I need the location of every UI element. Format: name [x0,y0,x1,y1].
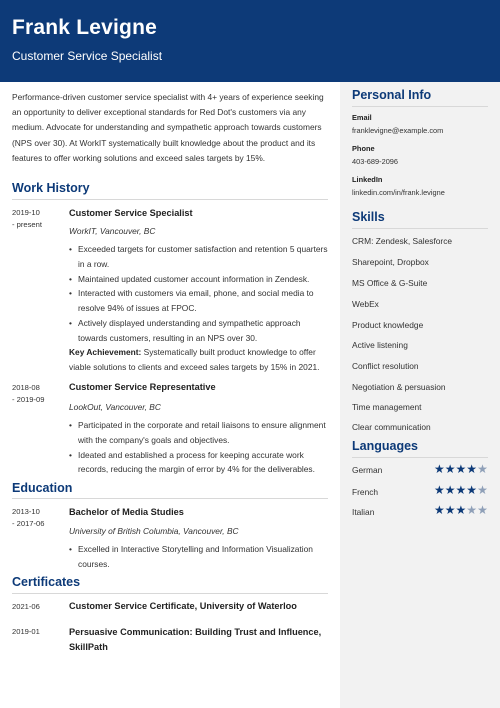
phone-value[interactable]: 403-689-2096 [352,157,399,166]
candidate-name: Frank Levigne [12,16,157,39]
education-1-date-start: 2013-10 [12,507,40,516]
languages-divider [352,457,488,458]
star-icon: ★ [477,503,488,517]
list-item: • Interacted with customers via email, phone, and social media to resolve 94% of issues at FPOC. [69,286,331,316]
linkedin-label: LinkedIn [352,175,383,184]
job-1-org: WorkIT, Vancouver, BC [69,226,156,236]
star-icon: ★ [477,462,488,476]
education-1-bullets [69,542,331,572]
languages-heading: Languages [352,439,418,453]
star-icon: ★ [466,503,478,517]
job-1-date-start: 2019-10 [12,208,40,217]
main-column [12,90,330,166]
job-1-title: Customer Service Specialist [69,208,193,218]
linkedin-value[interactable]: linkedin.com/in/frank.levigne [352,188,445,197]
star-icon: ★ [466,462,478,476]
list-item: • Actively displayed understanding and sympathetic approach towards customers, resulting in an NPS over 30. [69,316,331,346]
key-achievement-label: Key Achievement: [69,347,142,357]
list-item: • Exceeded targets for customer satisfaction and retention 5 quarters in a row. [69,242,331,272]
job-1-bullets [69,242,331,346]
skill-item: Clear communication [352,422,431,432]
star-icon: ★ [466,483,478,497]
education-1-school: University of British Columbia, Vancouver, BC [69,526,239,536]
skill-item: Conflict resolution [352,361,419,371]
skill-item: Negotiation & persuasion [352,382,446,392]
certificate-2-title: Persuasive Communication: Building Trust and Influence, SkillPath [69,627,322,652]
key-achievement-text: Systematically built product knowledge to offer viable solutions to clients and exceed sales targets by 15% in 2021. [69,347,320,372]
certificates-heading: Certificates [12,575,81,589]
skill-item: Active listening [352,340,408,350]
star-icon: ★ [434,483,445,497]
skill-item: CRM: Zendesk, Salesforce [352,236,453,246]
language-name: Italian [352,507,375,517]
skill-item: Sharepoint, Dropbox [352,257,429,267]
list-item: • Participated in the corporate and retail liaisons to ensure alignment with the company's goals and objectives. [69,418,331,448]
skill-item: WebEx [352,299,379,309]
skills-divider [352,228,488,229]
education-1-date [12,506,62,530]
personal-info-divider [352,106,488,107]
job-1-date-end: - present [12,220,42,229]
job-2-org: LookOut, Vancouver, BC [69,402,161,412]
star-icon: ★ [477,483,488,497]
job-2-bullets [69,418,331,477]
star-icon: ★ [434,503,445,517]
language-name: German [352,465,383,475]
star-icon: ★ [444,503,456,517]
skills-heading: Skills [352,210,385,224]
star-icon: ★ [444,483,456,497]
job-1-key-achievement [69,345,331,375]
job-1-date [12,207,62,231]
email-label: Email [352,113,372,122]
personal-info-heading: Personal Info [352,88,432,102]
star-icon: ★ [455,503,467,517]
profile-summary: Performance-driven customer service specialist with 4+ years of experience seeking an opportunity to deliver exceptional standards for Red Dot's customers via any medium. Advocate for understanding and sympathetic approach towards customers (NPS over 30). At WorkIT systematically built knowledge about the product and its features to offer working solutions and exceed sales targets by 15%. [12,92,324,163]
education-1-date-end: - 2017-06 [12,519,45,528]
star-icon: ★ [455,483,467,497]
phone-label: Phone [352,144,375,153]
certificate-1-date: 2021-06 [12,602,40,611]
education-heading: Education [12,481,73,495]
language-rating [434,484,488,496]
language-rating [434,504,488,516]
list-item: • Excelled in Interactive Storytelling and Information Visualization courses. [69,542,331,572]
skill-item: Product knowledge [352,320,424,330]
star-icon: ★ [444,462,456,476]
work-history-divider [12,199,328,200]
resume-header [0,0,500,82]
candidate-title: Customer Service Specialist [12,49,163,63]
job-2-title: Customer Service Representative [69,382,216,392]
certificate-1-title: Customer Service Certificate, University of Waterloo [69,601,297,611]
job-2-date-end: - 2019-09 [12,395,45,404]
education-divider [12,498,328,499]
skill-item: MS Office & G-Suite [352,278,428,288]
star-icon: ★ [455,462,467,476]
email-value[interactable]: franklevigne@example.com [352,126,444,135]
language-name: French [352,487,379,497]
skill-item: Time management [352,402,422,412]
job-2-date-start: 2018-08 [12,383,40,392]
star-icon: ★ [434,462,445,476]
education-1-degree: Bachelor of Media Studies [69,507,184,517]
job-2-date [12,382,62,406]
work-history-heading: Work History [12,181,90,195]
list-item: • Maintained updated customer account information in Zendesk. [69,272,331,287]
list-item: • Ideated and established a process for keeping accurate work records, reducing the margin of error by 4% for the deliverables. [69,448,331,478]
language-rating [434,463,488,475]
certificates-divider [12,593,328,594]
certificate-2-date: 2019-01 [12,627,40,636]
